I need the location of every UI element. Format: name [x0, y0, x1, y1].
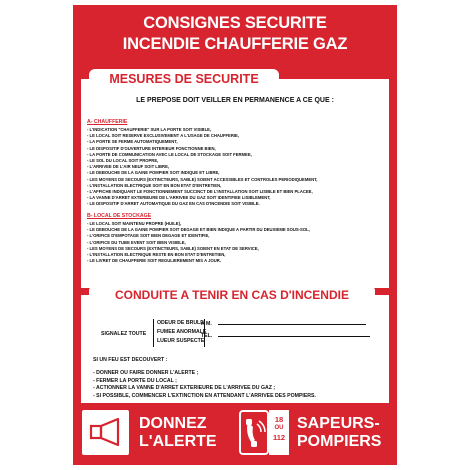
list-item: - L'INSTALLATION ELECTRIQUE RESTE EN BON ETAT D'ENTRETIEN, — [87, 252, 226, 258]
signal-label: SIGNALEZ TOUTE — [101, 331, 147, 337]
list-item: - LE LOCAL SOIT MAINTENU PROPRE (HUILE), — [87, 221, 182, 226]
list-item: - L'AFFICHE INDIQUANT LE FONCTIONNEMENT SUCCINCT DE L'INSTALLATION SOIT LISIBLE ET BIEN PLACEE, — [87, 189, 313, 195]
section-a-list — [87, 127, 383, 208]
number-ou: OU — [274, 425, 284, 431]
list-item: - LE LOCAL SOIT RESERVE EXCLUSIVEMENT A L'USAGE DE CHAUFFERIE, — [87, 133, 239, 139]
list-item: - ACTIONNER LA VANNE D'ARRET EXTERIEURE DE L'ARRIVEE DU GAZ ; — [93, 385, 276, 392]
list-item: - LE SOL DU LOCAL SOIT PROPRE, — [87, 158, 159, 164]
emergency-number-box — [269, 410, 289, 455]
list-item: - L'ARRIVEE DE L'AIR NEUF SOIT LIBRE, — [87, 164, 170, 170]
list-item: - LE DEBOUCHE DE LA GAINE POMPIER SOIT INDIQUE ET LIBRE, — [87, 170, 220, 176]
list-item: - DONNER OU FAIRE DONNER L'ALERTE ; — [93, 370, 199, 376]
title-line-1: CONSIGNES SECURITE — [143, 14, 327, 32]
signal-option: ODEUR DE BRULE — [157, 320, 204, 326]
signal-option: LUEUR SUSPECTE — [157, 338, 205, 344]
contact-name-row — [201, 321, 366, 327]
list-item: - L'ORIFICE DU TUBE EVENT SOIT BIEN VISIBLE, — [87, 239, 186, 245]
conduite-tab: CONDUITE A TENIR EN CAS D'INCENDIE — [89, 285, 375, 305]
section-b-heading: B- LOCAL DE STOCKAGE — [87, 213, 152, 219]
list-item: - LES MOYENS DE SECOURS (EXTINCTEURS, SABLE) SOIENT ACCESSIBLES ET CONTROLES PERIODIQUEMENT, — [87, 176, 318, 182]
mesures-panel — [81, 79, 389, 288]
list-item: - LA PORTE DE COMMUNICATION AVEC LE LOCAL DE STOCKAGE SOIT FERMEE, — [87, 151, 252, 157]
list-item: - L'INDICATION "CHAUFFERIE" SUR LA PORTE SOIT VISIBLE, — [87, 127, 212, 132]
sign-title — [73, 13, 397, 55]
contact-name-line — [218, 324, 366, 325]
pompiers-text — [297, 415, 381, 451]
mesures-tab: MESURES DE SECURITE — [89, 69, 279, 89]
alert-text — [139, 415, 217, 451]
list-item: - FERMER LA PORTE DU LOCAL ; — [93, 377, 177, 384]
fire-heading: SI UN FEU EST DECOUVERT : — [93, 357, 168, 363]
list-item: - LE DEBOUCHE DE LA GAINE POMPIER SOIT DEGAGE ET BIEN INDIQUE A PARTIR DU DEUXIEME SOUS-SOL, — [87, 227, 310, 233]
pompiers-line-2: POMPIERS — [297, 433, 382, 450]
contact-tel-row — [201, 333, 370, 339]
fire-actions-list — [93, 370, 316, 400]
contact-tel-line — [218, 336, 370, 337]
list-item: - L'ORIFICE D'EMPOTAGE SOIT BIEN DEGAGE ET IDENTIFIE, — [87, 233, 210, 239]
section-a-heading: A- CHAUFFERIE — [87, 119, 128, 125]
title-line-2: INCENDIE CHAUFFERIE GAZ — [122, 35, 348, 53]
number-18: 18 — [274, 415, 284, 424]
safety-sign — [73, 5, 397, 465]
contact-name-label: A M. — [201, 321, 212, 327]
pompiers-line-1: SAPEURS- — [297, 415, 380, 432]
section-b-list — [87, 221, 383, 264]
contact-tel-label: TEL. — [201, 333, 213, 339]
list-item: - LES MOYENS DE SECOURS (EXTINCTEURS, SABLE) SOIENT EN ETAT DE SERVICE, — [87, 245, 259, 251]
alert-line-1: DONNEZ — [139, 415, 207, 432]
signal-options — [153, 319, 205, 347]
intro-text: LE PREPOSE DOIT VEILLER EN PERMANENCE A CE QUE : — [136, 97, 334, 104]
list-item: - L'INSTALLATION ELECTRIQUE SOIT EN BON ETAT D'ENTRETIEN, — [87, 182, 222, 188]
loudspeaker-icon — [82, 410, 129, 455]
conduite-panel — [81, 295, 389, 403]
list-item: - LA PORTE SE FERME AUTOMATIQUEMENT, — [87, 139, 178, 145]
alert-line-2: L'ALERTE — [139, 433, 217, 450]
number-112: 112 — [272, 433, 286, 442]
list-item: - LA VANNE D'ARRET EXTERIEURE DE L'ARRIVEE DU GAZ SOIT IDENTIFIEE LISIBLEMENT, — [87, 195, 271, 201]
list-item: - LE DISPOSITIF D'OUVERTURE INTERIEUR FONCTIONNE BIEN, — [87, 145, 216, 151]
list-item: - LE DISPOSITIF D'ARRET AUTOMATIQUE DU GAZ EN CAS D'INCENDIE SOIT VISIBLE. — [87, 201, 260, 207]
list-item: - SI POSSIBLE, COMMENCER L'EXTINCTION EN ATTENDANT L'ARRIVEE DES POMPIERS. — [93, 392, 316, 399]
signal-option: FUMEE ANORMALE — [157, 329, 207, 335]
phone-icon — [239, 410, 269, 455]
list-item: - LE LIVRET DE CHAUFFERIE SOIT REGULIEREMENT MIS A JOUR. — [87, 258, 221, 264]
